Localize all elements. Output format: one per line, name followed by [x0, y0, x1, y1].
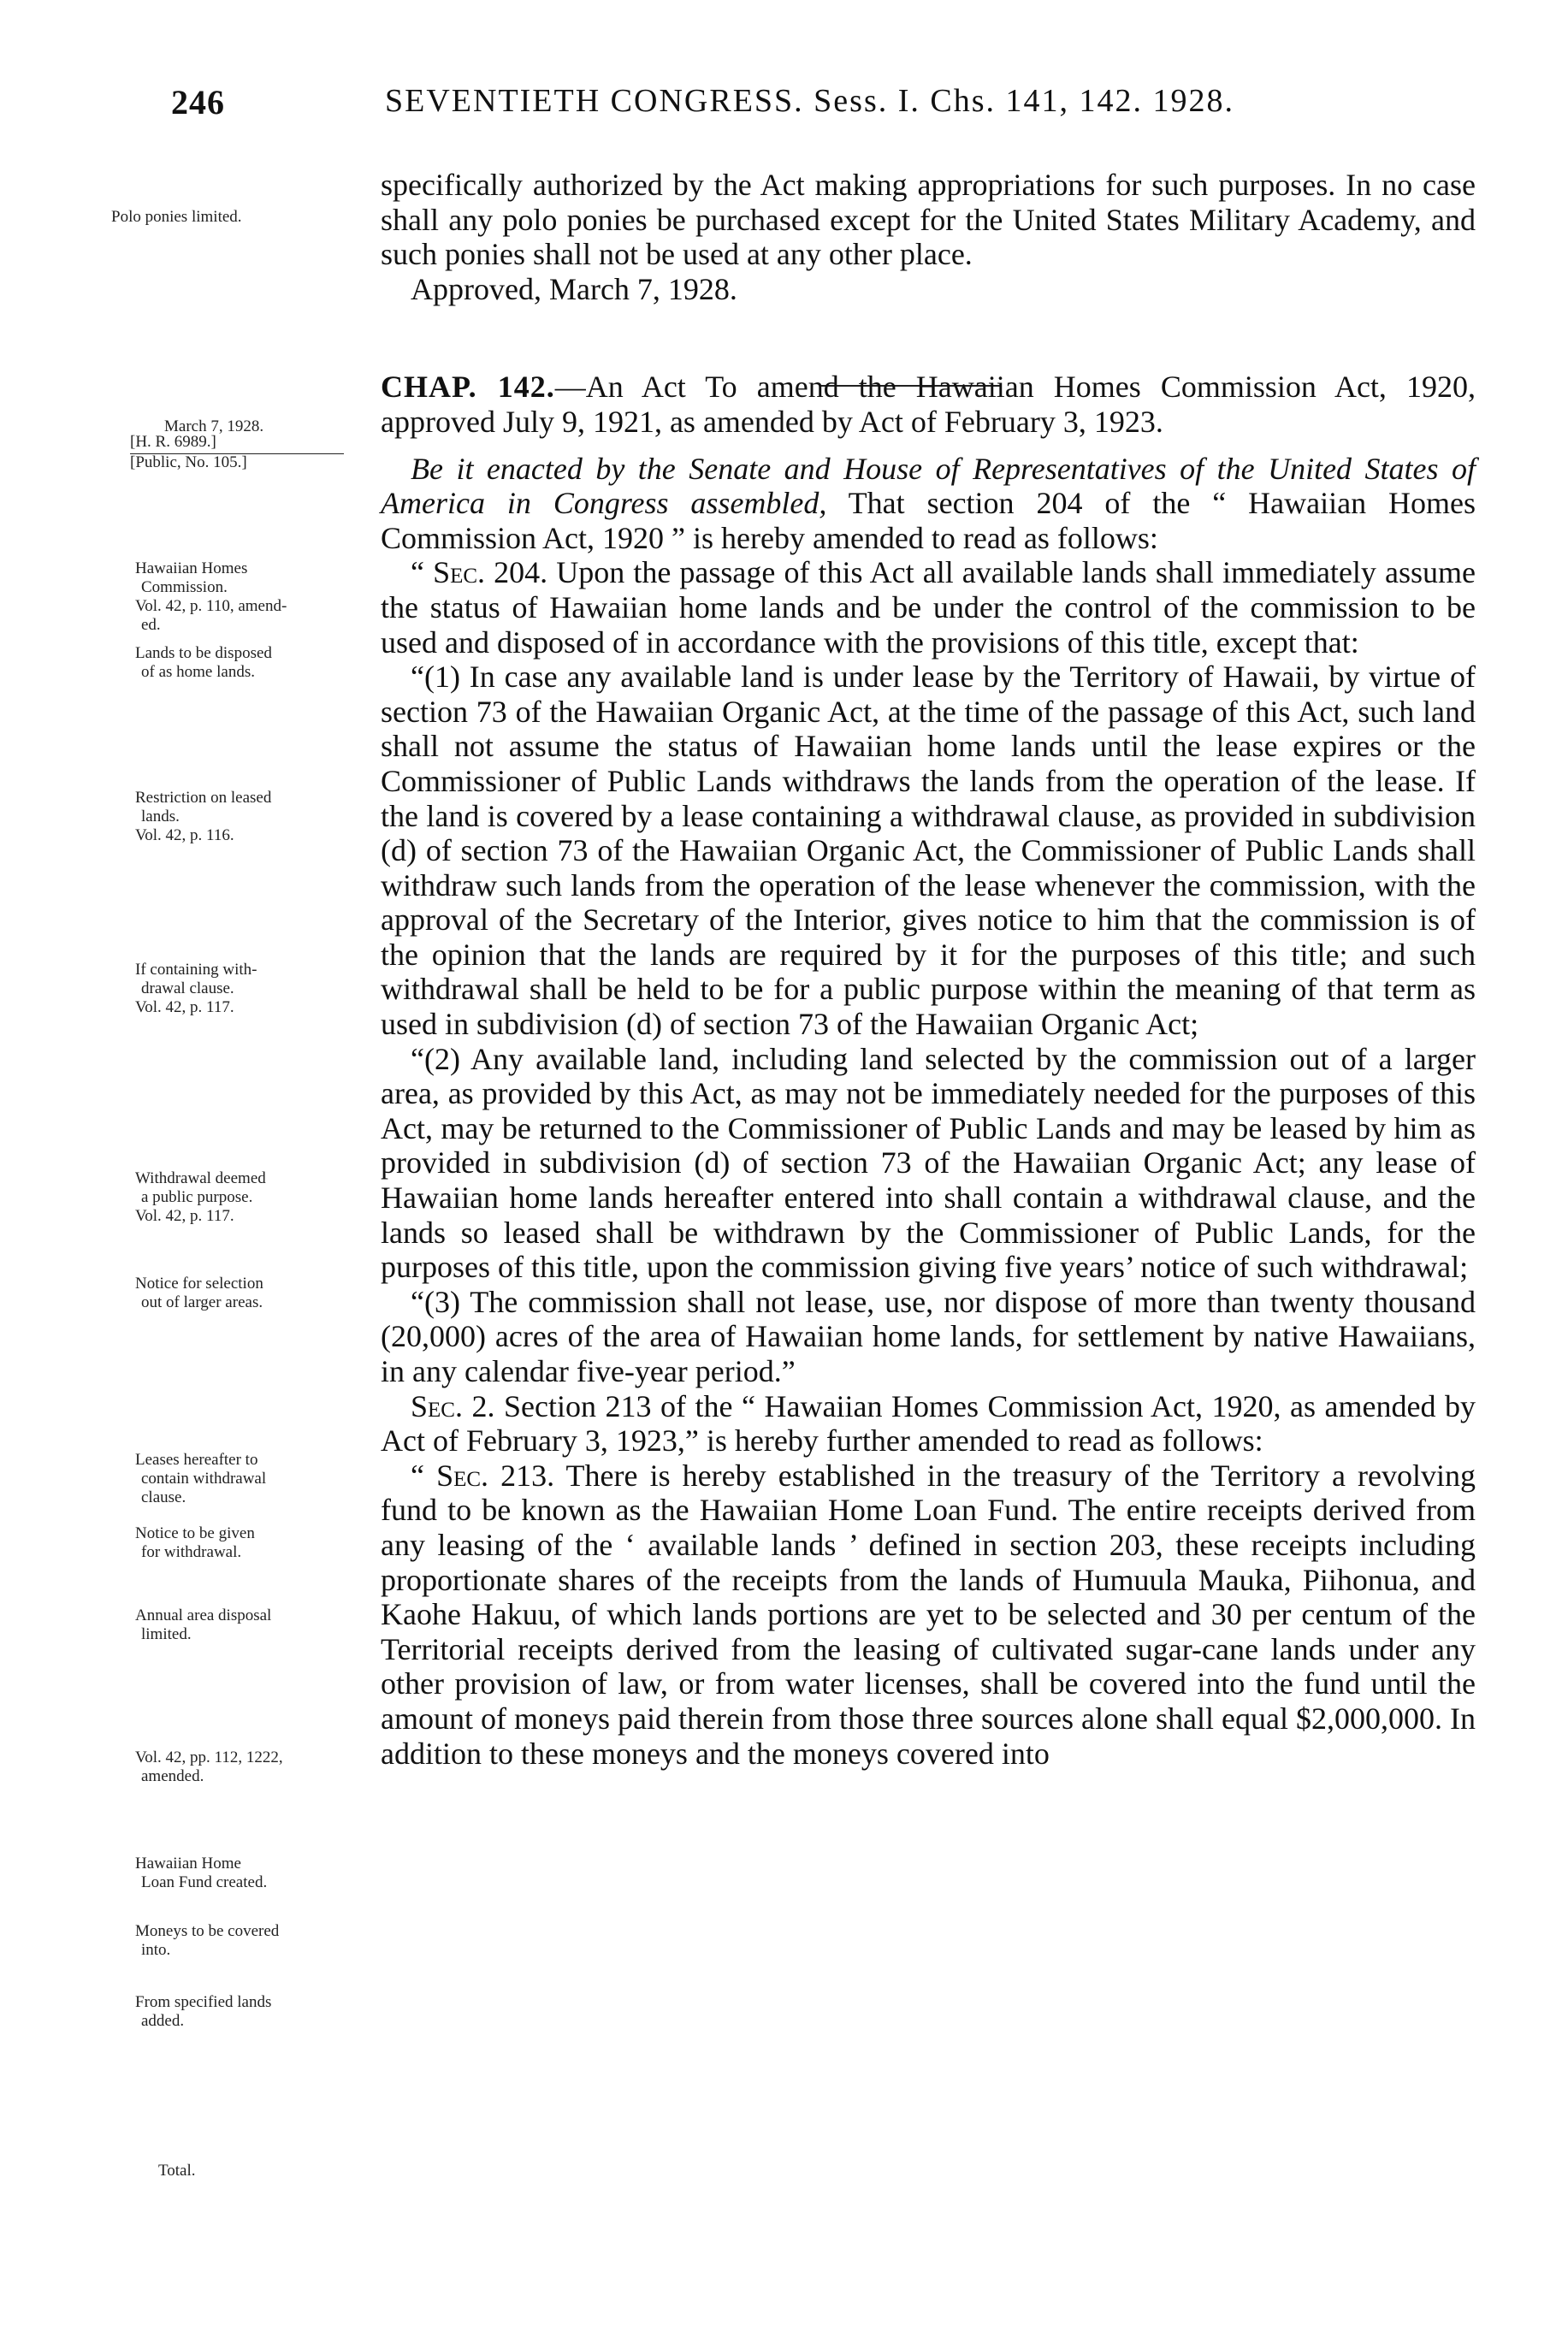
section-213 [381, 1458, 1476, 1771]
margin-note-bill: [H. R. 6989.] [130, 433, 387, 454]
item-1: “(1) In case any available land is under lease by the Territory of Hawaii, by virtue of section 73 of the Hawaiian Organic Act, at the time of the passage of this Act, such land shall not assume the status of Hawaiian home lands until the lease expires or the Commissioner of Public Lands withdraws the lands from the operation of the lease. If the land is covered by a lease containing a withdrawal clause, as provided in subdivision (d) of section 73 of the Hawaiian Organic Act, the Commissioner of Public Lands shall withdraw such lands from the operation of the lease whenever the commission, with the approval of the Secretary of the Interior, gives notice to him that the commission is of the opinion that the lands are required by it for the purposes of this title; and such withdrawal shall be held to be for a public purpose within the meaning of that term as used in subdivision (d) of section 73 of the Hawaiian Organic Act; [381, 660, 1476, 1042]
section-2-label: Sec. 2. [411, 1388, 495, 1423]
enacting-clause-italic: Be it enacted by the Senate and House of Representatives of the United States of America in Congress assembled, [381, 451, 1476, 521]
section-213-label: “ Sec. 213. [411, 1458, 555, 1493]
margin-note-total: Total. [158, 2162, 196, 2180]
main-text [381, 168, 1476, 1771]
approval-line: Approved, March 7, 1928. [411, 271, 737, 306]
chapter-label: CHAP. 142. [381, 370, 555, 405]
margin-note-notice-withdrawal: Notice to be given for withdrawal. [135, 1524, 255, 1561]
section-2-text: Section 213 of the “ Hawaiian Homes Commission Act, 1920, as amended by Act of February 3, 1923,” is hereby further amended to read as follows: [381, 1388, 1476, 1458]
enacting-clause-text: That section 204 of the “ Hawaiian Homes Commission Act, 1920 ” is hereby amended to read as follows: [381, 486, 1476, 555]
margin-note-leases-hereafter: Leases hereafter to contain withdrawal clause. [135, 1451, 267, 1506]
section-213-text: There is hereby established in the treasury of the Territory a revolving fund to be known as the Hawaiian Home Loan Fund. The entire receipts derived from any leasing of the ‘ available lands ’ defined in section 203, these receipts including proportionate shares of the receipts from the lands of Humuula Mauka, Piihonua, and Kaohe Hakuu, of which lands portions are yet to be selected and 30 per centum of the Territorial receipts derived from the leasing of cultivated sugar-cane lands under any other provision of law, or from water licenses, shall be covered into the fund until the amount of moneys paid therein from those three sources alone shall equal $2,000,000. In addition to these moneys and the moneys covered into [381, 1458, 1476, 1771]
margin-note-restriction: Restriction on leased lands. Vol. 42, p. 116. [135, 789, 272, 844]
margin-note-lands: Lands to be disposed of as home lands. [135, 644, 272, 681]
page-header [171, 82, 1471, 133]
margin-note-polo: Polo ponies limited. [111, 208, 242, 226]
item-2: “(2) Any available land, including land selected by the commission out of a larger area, as provided by this Act, as may not be immediately needed for the purposes of this Act, may be returned to the Commissioner of Public Lands and may be leased by him as provided in subdivision (d) of section 73 of the Hawaiian Organic Act; any lease of Hawaiian home lands hereafter entered into shall contain a withdrawal clause, and the lands so leased shall be withdrawn by the Commissioner of Public Lands, for the purposes of this title, upon the commission giving five years’ notice of such withdrawal; [381, 1041, 1476, 1285]
margin-note-withdrawal-clause: If containing with- drawal clause. Vol. 42, p. 117. [135, 961, 257, 1016]
paragraph-polo-ponies: specifically authorized by the Act making appropriations for such purposes. In no case shall any polo ponies be purchased except for the United States Military Academy, and such ponies shall not be used at any other place. [381, 168, 1476, 272]
enacting-clause [381, 452, 1476, 556]
chapter-title [381, 370, 1476, 439]
chapter-title-text: —An Act To amend the Hawaiian Homes Commission Act, 1920, approved July 9, 1921, as amended by Act of February 3, 1923. [381, 370, 1476, 439]
item-3: “(3) The commission shall not lease, use, nor dispose of more than twenty thousand (20,000) acres of the area of Hawaiian home lands, for settlement by native Hawaiians, in any calendar five-year period.” [381, 1284, 1476, 1388]
margin-note-loan-fund: Hawaiian Home Loan Fund created. [135, 1855, 268, 1891]
section-204-label: “ Sec. 204. [411, 555, 548, 590]
margin-note-public-purpose: Withdrawal deemed a public purpose. Vol. 42, p. 117. [135, 1169, 266, 1225]
page-number: 246 [171, 83, 225, 121]
section-204 [381, 555, 1476, 660]
margin-note-vol-amended: Vol. 42, pp. 112, 1222, amended. [135, 1748, 283, 1785]
section-2 [381, 1389, 1476, 1458]
running-head: SEVENTIETH CONGRESS. Sess. I. Chs. 141, 142. 1928. [385, 83, 1235, 119]
margin-note-hawaiian-homes: Hawaiian Homes Commission. Vol. 42, p. 110, amend- ed. [135, 559, 287, 634]
margin-note-public: [Public, No. 105.] [130, 453, 247, 471]
margin-note-moneys: Moneys to be covered into. [135, 1922, 280, 1959]
margin-note-specified-lands: From specified lands added. [135, 1993, 272, 2030]
section-204-text: Upon the passage of this Act all available lands shall immediately assume the status of Hawaiian home lands and be under the control of the commission to be used and disposed of in accordance with the provisions of this title, except that: [381, 555, 1476, 660]
margin-note-annual-area: Annual area disposal limited. [135, 1606, 272, 1643]
margin-note-date: March 7, 1928. [164, 417, 264, 435]
margin-note-notice-selection: Notice for selection out of larger areas. [135, 1275, 263, 1311]
